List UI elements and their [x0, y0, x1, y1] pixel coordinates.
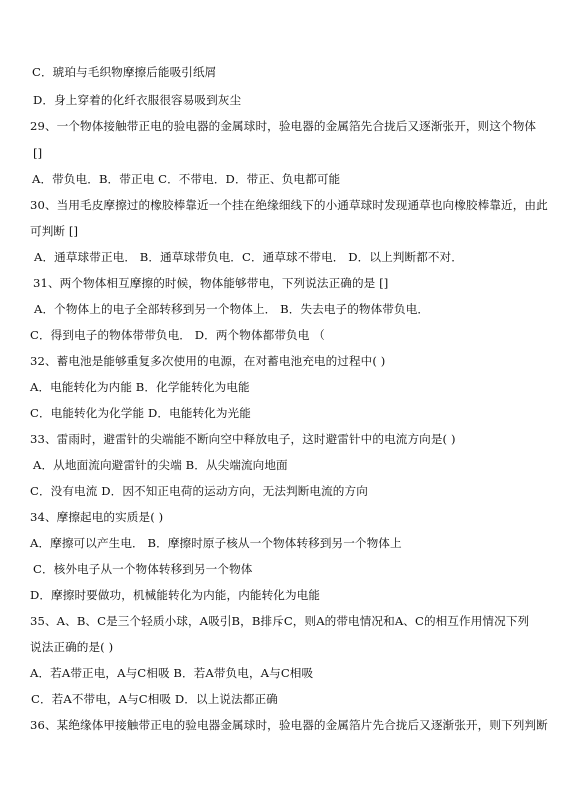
- options-31-cd: C．得到电子的物体带带负电． D．两个物体都带负电 （: [30, 328, 325, 342]
- question-30-cont: 可判断 []: [30, 224, 79, 238]
- options-31-ab: A．个物体上的电子全部转移到另一个物体上． B．失去电子的物体带负电．: [34, 302, 430, 316]
- options-29: A．带负电．B．带正电 C．不带电．D．带正、负电都可能: [32, 172, 341, 186]
- options-35-ab: A．若A带正电，A与C相吸 B．若A带负电，A与C相吸: [30, 666, 314, 680]
- question-29: 29、一个物体接触带正电的验电器的金属球时，验电器的金属箔先合拢后又逐渐张开，则这个物体: [30, 119, 537, 133]
- question-33: 33、雷雨时，避雷针的尖端能不断向空中释放电子，这时避雷针中的电流方向是( ): [30, 432, 456, 446]
- options-34-ab: A．摩擦可以产生电． B．摩擦时原子核从一个物体转移到另一个物体上: [30, 536, 402, 550]
- options-32-ab: A．电能转化为内能 B．化学能转化为电能: [30, 380, 250, 394]
- options-35-cd: C．若A不带电，A与C相吸 D．以上说法都正确: [31, 692, 278, 706]
- options-30: A．通草球带正电． B．通草球带负电．C．通草球不带电． D．以上判断都不对．: [34, 250, 463, 264]
- question-36: 36、某绝缘体甲接触带正电的验电器金属球时，验电器的金属箔片先合拢后又逐渐张开，则下列判断: [30, 718, 548, 732]
- answer-bracket-29: []: [33, 146, 43, 160]
- option-34-d: D．摩擦时要做功，机械能转化为内能，内能转化为电能: [30, 588, 321, 602]
- option-34-c: C．核外电子从一个物体转移到另一个物体: [33, 562, 253, 576]
- question-35: 35、A、B、C是三个轻质小球，A吸引B，B排斥C，则A的带电情况和A、C的相互作用情况下列: [30, 614, 530, 628]
- question-34: 34、摩擦起电的实质是( ): [30, 510, 164, 524]
- options-32-cd: C．电能转化为化学能 D．电能转化为光能: [30, 406, 251, 420]
- option-d-28: D．身上穿着的化纤衣服很容易吸到灰尘: [33, 93, 242, 107]
- question-30: 30、当用毛皮摩擦过的橡胶棒靠近一个挂在绝缘细线下的小通草球时发现通草也向橡胶棒靠近，由此: [30, 198, 548, 212]
- options-33-ab: A．从地面流向避雷针的尖端 B．从尖端流向地面: [33, 458, 288, 472]
- question-35-cont: 说法正确的是( ): [30, 640, 114, 654]
- options-33-cd: C．没有电流 D．因不知正电荷的运动方向，无法判断电流的方向: [30, 484, 368, 498]
- option-c-28: C．琥珀与毛织物摩擦后能吸引纸屑: [32, 65, 217, 79]
- question-31: 31、两个物体相互摩擦的时候，物体能够带电，下列说法正确的是 []: [33, 276, 389, 290]
- question-32: 32、蓄电池是能够重复多次使用的电源，在对蓄电池充电的过程中( ): [30, 354, 386, 368]
